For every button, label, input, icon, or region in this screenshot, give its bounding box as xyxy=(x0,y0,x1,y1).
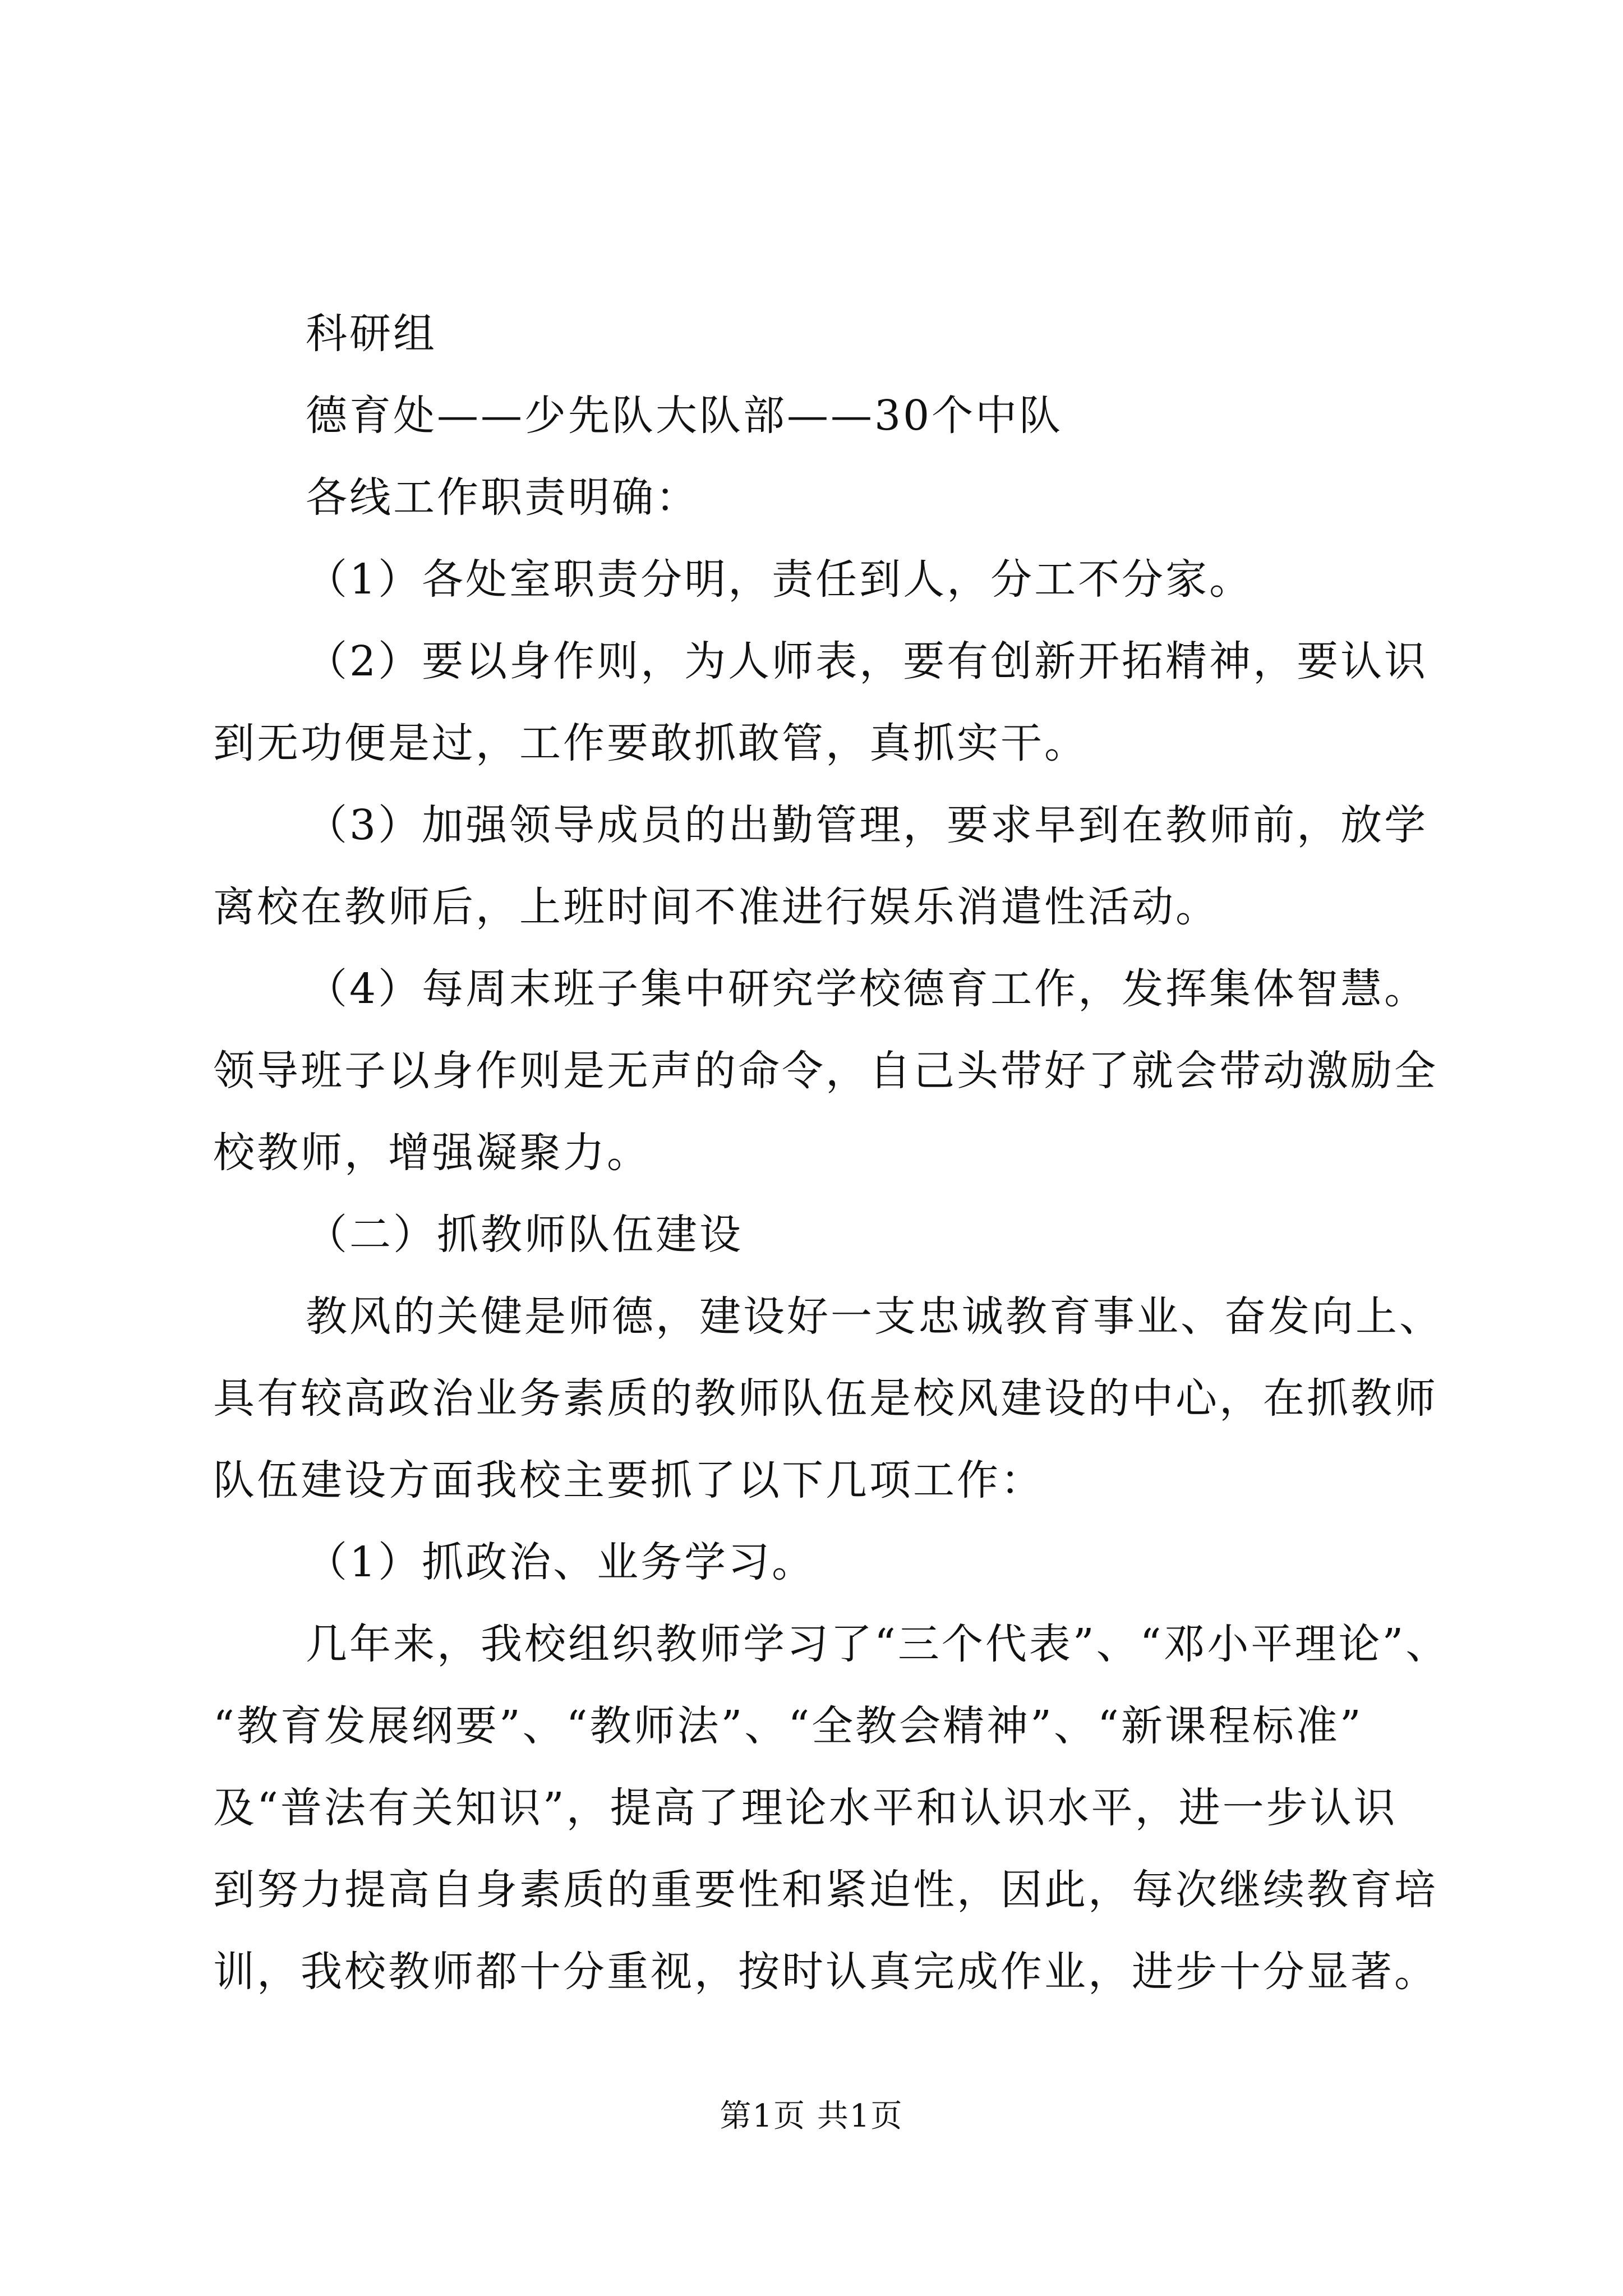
text-line-12: （二）抓教师队伍建设 xyxy=(306,1211,743,1259)
text-line-14: 具有较高政治业务素质的教师队伍是校风建设的中心，在抓教师 xyxy=(213,1374,1438,1423)
text-line-16: （1）抓政治、业务学习。 xyxy=(306,1538,816,1586)
page-footer: 第1页 共1页 xyxy=(720,2098,903,2134)
text-line-20: 到努力提高自身素质的重要性和紧迫性，因此，每次继续教育培 xyxy=(213,1866,1438,1914)
text-line-4: （1）各处室职责分明，责任到人，分工不分家。 xyxy=(306,555,1253,604)
text-line-9: （4）每周末班子集中研究学校德育工作，发挥集体智慧。 xyxy=(306,965,1428,1013)
text-line-19: 及“普法有关知识”，提高了理论水平和认识水平，进一步认识 xyxy=(213,1784,1398,1832)
text-line-5: （2）要以身作则，为人师表，要有创新开拓精神，要认识 xyxy=(306,637,1428,685)
text-line-13: 教风的关健是师德，建设好一支忠诚教育事业、奋发向上、 xyxy=(306,1292,1443,1341)
text-line-21: 训，我校教师都十分重视，按时认真完成作业，进步十分显著。 xyxy=(213,1948,1438,1996)
text-line-1: 科研组 xyxy=(306,310,437,358)
text-line-11: 校教师，增强凝聚力。 xyxy=(213,1129,651,1177)
text-line-3: 各线工作职责明确： xyxy=(306,473,699,522)
text-line-2: 德育处——少先队大队部——30个中队 xyxy=(306,392,1063,440)
text-line-10: 领导班子以身作则是无声的命令，自己头带好了就会带动激励全 xyxy=(213,1047,1438,1095)
text-line-18: “教育发展纲要”、“教师法”、“全教会精神”、“新课程标准” xyxy=(213,1702,1363,1750)
text-line-17: 几年来，我校组织教师学习了“三个代表”、“邓小平理论”、 xyxy=(306,1620,1450,1668)
text-line-15: 队伍建设方面我校主要抓了以下几项工作： xyxy=(213,1456,1044,1504)
text-line-8: 离校在教师后，上班时间不准进行娱乐消遣性活动。 xyxy=(213,883,1219,931)
text-line-7: （3）加强领导成员的出勤管理，要求早到在教师前，放学 xyxy=(306,801,1428,849)
text-line-6: 到无功便是过，工作要敢抓敢管，真抓实干。 xyxy=(213,719,1088,767)
